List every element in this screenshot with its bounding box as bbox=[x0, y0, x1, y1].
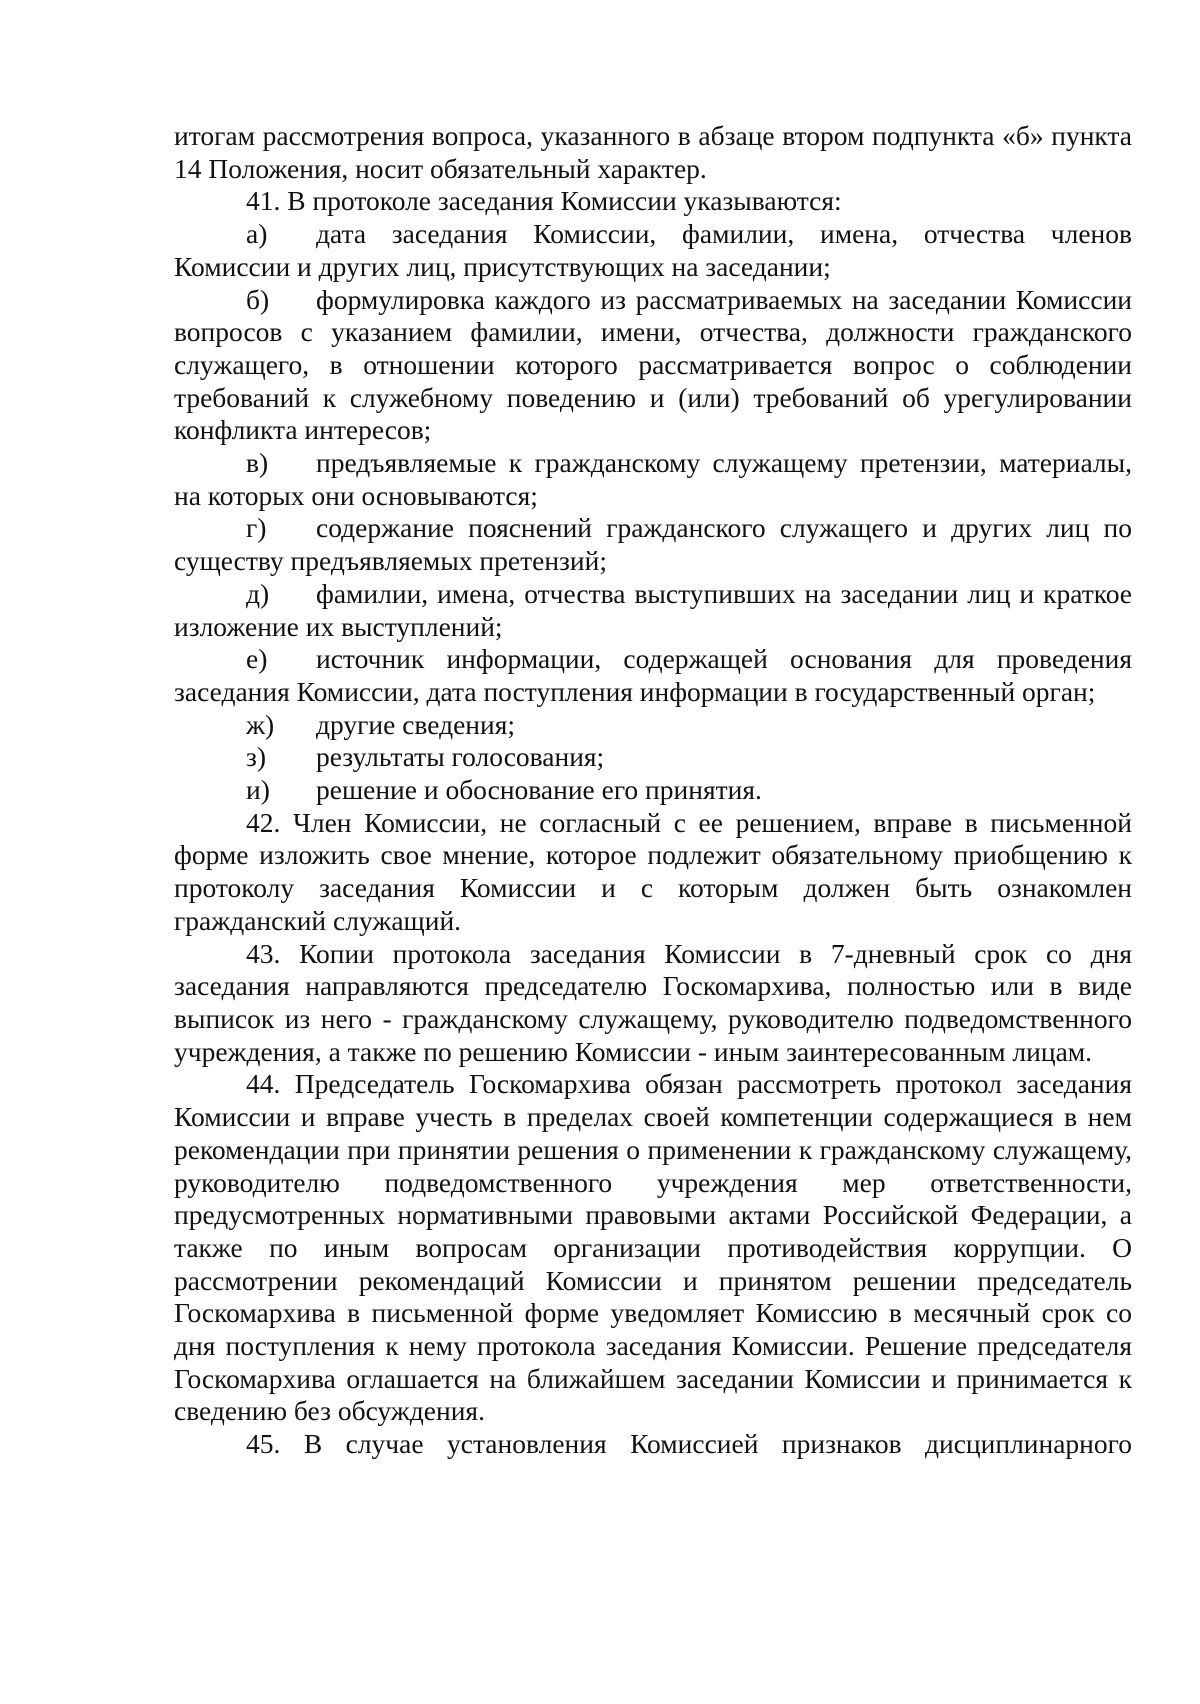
list-marker: д) bbox=[246, 577, 270, 609]
list-item-v bbox=[174, 447, 1132, 512]
paragraph-45: 45. В случае установления Комиссией признаков дисциплинарного bbox=[246, 1428, 1132, 1460]
list-item-a bbox=[174, 218, 1132, 283]
paragraph-44: 44. Председатель Госкомархива обязан рассмотреть протокол заседания Комиссии и вправе учесть в пределах своей компетенции содержащиеся в нем рекомендации при принятии решения о применении к гражданскому служащему, руководителю подведомственного учреждения мер ответственности, предусмотренных нормативными правовыми актами Российской Федерации, а также по иным вопросам организации противодействия коррупции. О рассмотрении рекомендаций Комиссии и принятом решении председатель Госкомархива в письменной форме уведомляет Комиссию в месячный срок со дня поступления к нему протокола заседания Комиссии. Решение председателя Госкомархива оглашается на ближайшем заседании Комиссии и принимается к сведению без обсуждения. bbox=[174, 1068, 1132, 1427]
paragraph-continuation: итогам рассмотрения вопроса, указанного в абзаце втором подпункта «б» пункта 14 Положения, носит обязательный характер. bbox=[174, 120, 1132, 184]
list-item-text: предъявляемые к гражданскому служащему претензии, материалы, на которых они основываются; bbox=[174, 447, 1132, 511]
paragraph-43: 43. Копии протокола заседания Комиссии в 7-дневный срок со дня заседания направляются председателю Госкомархива, полностью или в виде выписок из него - гражданскому служащему, руководителю подведомственного учреждения, а также по решению Комиссии - иным заинтересованным лицам. bbox=[174, 937, 1132, 1067]
list-item-text: источник информации, содержащей основания для проведения заседания Комиссии, дата поступления информации в государственный орган; bbox=[174, 643, 1132, 707]
list-marker: и) bbox=[246, 774, 270, 806]
list-item-text: другие сведения; bbox=[316, 708, 515, 740]
paragraph-41: 41. В протоколе заседания Комиссии указываются: bbox=[246, 185, 842, 217]
list-item-text: решение и обоснование его принятия. bbox=[316, 774, 762, 806]
document-page bbox=[174, 120, 1132, 1461]
list-marker: б) bbox=[246, 283, 270, 315]
list-item-text: дата заседания Комиссии, фамилии, имена, отчества членов Комиссии и других лиц, присутствующих на заседании; bbox=[174, 218, 1132, 282]
list-marker: з) bbox=[246, 741, 267, 773]
list-item-text: формулировка каждого из рассматриваемых на заседании Комиссии вопросов с указанием фамилии, имени, отчества, должности гражданского служащего, в отношении которого рассматривается вопрос о соблюдении требований к служебному поведению и (или) требований об урегулировании конфликта интересов; bbox=[174, 283, 1132, 446]
list-item-z bbox=[174, 741, 1132, 774]
list-item-g bbox=[174, 512, 1132, 577]
list-marker: е) bbox=[246, 643, 268, 675]
list-item-e bbox=[174, 643, 1132, 708]
list-item-text: результаты голосования; bbox=[316, 741, 605, 773]
list-marker: а) bbox=[246, 218, 268, 250]
list-item-text: содержание пояснений гражданского служащего и других лиц по существу предъявляемых претензий; bbox=[174, 512, 1132, 577]
list-item-d bbox=[174, 578, 1132, 643]
list-marker: ж) bbox=[246, 708, 275, 740]
list-item-i bbox=[174, 774, 1132, 807]
list-item-b bbox=[174, 284, 1132, 448]
list-marker: в) bbox=[246, 447, 269, 479]
list-marker: г) bbox=[246, 512, 267, 544]
list-item-text: фамилии, имена, отчества выступивших на заседании лиц и краткое изложение их выступлений; bbox=[174, 577, 1132, 642]
paragraph-42: 42. Член Комиссии, не согласный с ее решением, вправе в письменной форме изложить свое мнение, которое подлежит обязательному приобщению к протоколу заседания Комиссии и с которым должен быть ознакомлен гражданский служащий. bbox=[174, 806, 1132, 936]
list-item-zh bbox=[174, 709, 1132, 742]
